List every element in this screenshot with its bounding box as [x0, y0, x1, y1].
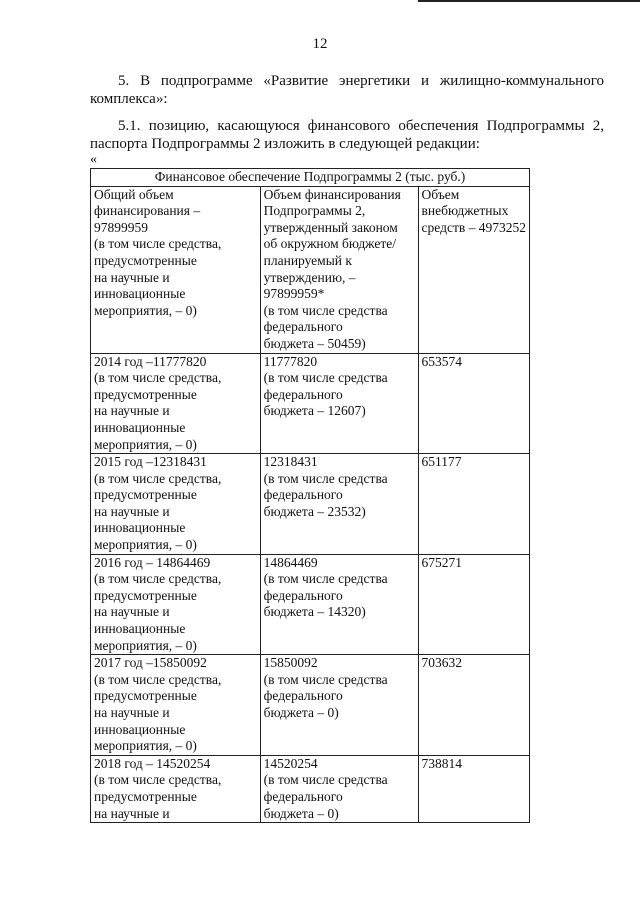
year-total-cell-line: предусмотренные [94, 386, 197, 402]
year-total-cell-line: 2017 год –15850092 [94, 655, 207, 671]
header-extrabudget-cell-line: Объем [421, 186, 460, 202]
table-row [91, 454, 530, 555]
table-title-row [91, 169, 530, 187]
opening-quote: « [90, 152, 97, 167]
paragraph-5-text: 5. В подпрограмме «Развитие энергетики и жилищно-коммунального комплекса»: [90, 73, 604, 107]
header-total-cell-line: 97899959 [94, 219, 148, 235]
year-extrabudget-cell [418, 755, 529, 822]
table-body [91, 353, 530, 823]
year-approved-cell-line: 15850092 [263, 655, 318, 671]
year-total-cell-line: предусмотренные [94, 788, 197, 804]
year-approved-cell-line: 11777820 [263, 353, 318, 369]
header-total-cell-line: предусмотренные [94, 252, 197, 268]
header-extrabudget-cell-line: внебюджетных [421, 203, 509, 219]
year-approved-cell-line: (в том числе средства [263, 370, 388, 386]
header-approved-cell-line: Объем финансирования [263, 186, 401, 202]
year-total-cell-line: (в том числе средства, [94, 470, 222, 486]
year-approved-cell-line: федерального [263, 788, 343, 804]
paragraph-5-1-text: 5.1. позицию, касающуюся финансового обеспечения Подпрограммы 2, паспорта Подпрограммы 2 изложить в следующей редакции: [90, 118, 604, 152]
header-approved-cell [260, 186, 418, 353]
year-total-cell [91, 554, 261, 655]
year-extrabudget-cell-line: 651177 [421, 454, 462, 470]
year-total-cell-line: на научные и [94, 604, 170, 620]
year-total-cell-line: предусмотренные [94, 587, 197, 603]
paragraph-5 [90, 72, 604, 108]
year-total-cell-line: инновационные [94, 721, 186, 737]
header-approved-cell-line: Подпрограммы 2, [263, 203, 366, 219]
header-total-cell [91, 186, 261, 353]
year-approved-cell [260, 554, 418, 655]
year-approved-cell-line: бюджета – 14320) [263, 604, 366, 620]
year-total-cell-line: мероприятия, – 0) [94, 436, 197, 452]
header-approved-cell-line: утверждению, – [263, 269, 356, 285]
year-extrabudget-cell-line: 703632 [421, 655, 463, 671]
year-total-cell-line: мероприятия, – 0) [94, 637, 197, 653]
year-approved-cell [260, 755, 418, 822]
year-total-cell-line: предусмотренные [94, 487, 197, 503]
year-approved-cell [260, 353, 418, 454]
header-approved-cell-line: (в том числе средства [263, 302, 388, 318]
year-total-cell-line: (в том числе средства, [94, 571, 222, 587]
year-total-cell-line: (в том числе средства, [94, 671, 222, 687]
year-approved-cell-line: (в том числе средства [263, 772, 388, 788]
table-header-row [91, 186, 530, 353]
header-total-cell-line: на научные и [94, 269, 170, 285]
year-extrabudget-cell-line: 675271 [421, 554, 463, 570]
year-approved-cell-line: 14864469 [263, 554, 318, 570]
header-total-cell-line: инновационные [94, 286, 186, 302]
year-approved-cell-line: федерального [263, 688, 343, 704]
year-extrabudget-cell [418, 353, 529, 454]
year-total-cell [91, 353, 261, 454]
header-approved-cell-line: планируемый к [263, 252, 352, 268]
year-total-cell-line: на научные и [94, 503, 170, 519]
year-total-cell [91, 755, 261, 822]
year-approved-cell [260, 655, 418, 756]
year-extrabudget-cell [418, 655, 529, 756]
year-total-cell-line: на научные и [94, 805, 170, 821]
year-approved-cell-line: федерального [263, 487, 343, 503]
year-approved-cell [260, 454, 418, 555]
year-approved-cell-line: (в том числе средства [263, 571, 388, 587]
year-approved-cell-line: 12318431 [263, 454, 318, 470]
year-total-cell-line: (в том числе средства, [94, 772, 222, 788]
header-approved-cell-line: федерального [263, 319, 343, 335]
year-total-cell-line: инновационные [94, 419, 186, 435]
year-total-cell-line: мероприятия, – 0) [94, 537, 197, 553]
table-row [91, 353, 530, 454]
header-extrabudget-cell-line: средств – 4973252 [421, 219, 526, 235]
year-approved-cell-line: (в том числе средства [263, 671, 388, 687]
year-approved-cell-line: бюджета – 0) [263, 705, 339, 720]
year-total-cell [91, 454, 261, 555]
top-rule [418, 0, 640, 2]
year-approved-cell-line: федерального [263, 587, 343, 603]
year-approved-cell-line: федерального [263, 386, 343, 402]
year-approved-cell-line: бюджета – 0) [263, 805, 339, 821]
year-approved-cell-line: 14520254 [263, 755, 318, 771]
year-extrabudget-cell-line: 738814 [421, 755, 463, 771]
header-total-cell-line: мероприятия, – 0) [94, 302, 197, 318]
year-approved-cell-line: бюджета – 12607) [263, 403, 366, 419]
year-total-cell-line: предусмотренные [94, 688, 197, 704]
year-total-cell-line: (в том числе средства, [94, 370, 222, 386]
table-row [91, 655, 530, 756]
header-total-cell-line: финансирования – [94, 203, 201, 219]
year-extrabudget-cell-line: 653574 [421, 353, 463, 369]
header-approved-cell-line: бюджета – 50459) [263, 335, 366, 351]
year-approved-cell-line: (в том числе средства [263, 470, 388, 486]
table-row [91, 554, 530, 655]
year-total-cell-line: 2016 год – 14864469 [94, 554, 211, 570]
year-total-cell-line: 2018 год – 14520254 [94, 755, 211, 771]
year-extrabudget-cell [418, 454, 529, 555]
year-total-cell-line: инновационные [94, 621, 186, 637]
year-approved-cell-line: бюджета – 23532) [263, 503, 366, 519]
year-total-cell-line: на научные и [94, 403, 170, 419]
paragraph-5-1 [90, 117, 604, 153]
year-total-cell-line: мероприятия, – 0) [94, 738, 197, 754]
header-approved-cell-line: утвержденный законом [263, 219, 398, 235]
header-extrabudget-cell [418, 186, 529, 353]
year-total-cell-line: 2015 год –12318431 [94, 454, 207, 470]
table-row [91, 755, 530, 822]
year-total-cell-line: 2014 год –11777820 [94, 353, 207, 369]
header-approved-cell-line: 97899959* [263, 286, 325, 302]
year-total-cell-line: инновационные [94, 520, 186, 536]
header-approved-cell-line: об окружном бюджете/ [263, 236, 396, 252]
header-total-cell-line: (в том числе средства, [94, 236, 222, 252]
year-extrabudget-cell [418, 554, 529, 655]
year-total-cell-line: на научные и [94, 705, 170, 720]
financing-table [90, 168, 530, 823]
page-number: 12 [312, 36, 328, 52]
year-total-cell [91, 655, 261, 756]
table-title: Финансовое обеспечение Подпрограммы 2 (тыс. руб.) [91, 169, 530, 187]
header-total-cell-line: Общий объем [94, 186, 174, 202]
